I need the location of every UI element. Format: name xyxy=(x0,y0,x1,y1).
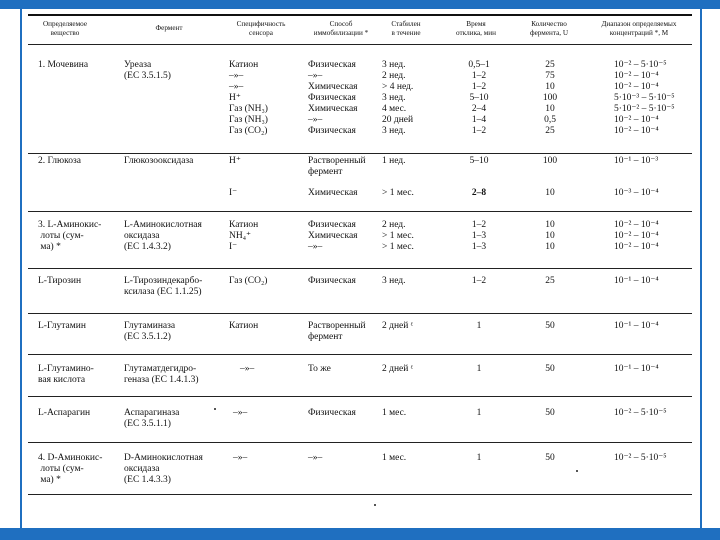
row-l-glutamine-stability: 2 дней ᵋ xyxy=(382,321,414,331)
row-divider xyxy=(28,211,692,212)
row-divider xyxy=(28,396,692,397)
row-glucose-immobilization: Растворенный фермент xyxy=(308,156,366,177)
row-glucose2-immobilization: Химическая xyxy=(308,188,358,198)
row-l-glutamic-acid-immobilization: То же xyxy=(308,364,331,374)
table-top-rule xyxy=(28,14,692,16)
scan-speck xyxy=(374,504,376,506)
scanned-table xyxy=(28,10,692,524)
row-d-amino-acids-enzyme-amount: 50 xyxy=(545,453,555,463)
row-l-asparagine-immobilization: Физическая xyxy=(308,408,356,418)
row-l-asparagine-specificity: –»– xyxy=(233,408,248,418)
left-frame-line xyxy=(20,9,22,528)
row-l-asparagine-enzyme: Аспарагиназа (ЕС 3.5.1.1) xyxy=(124,408,180,429)
bottom-frame-bar xyxy=(0,528,720,540)
row-urea-immobilization: Физическая –»– Химическая Физическая Химическая –»– Физическая xyxy=(308,60,358,136)
scan-speck xyxy=(214,408,216,410)
row-l-glutamine-response-time: 1 xyxy=(476,321,482,331)
row-l-glutamine-enzyme-amount: 50 xyxy=(545,321,555,331)
row-glucose2-response-time: 2–8 xyxy=(471,188,487,198)
row-glucose-enzyme-amount: 100 xyxy=(542,156,558,166)
row-l-amino-acids-range: 10⁻² – 10⁻⁴ 10⁻² – 10⁻⁴ 10⁻² – 10⁻⁴ xyxy=(614,220,659,252)
row-l-amino-acids-stability: 2 нед. > 1 мес. > 1 мес. xyxy=(382,220,414,252)
row-l-glutamic-acid-enzyme: Глутаматдегидро- геназа (ЕС 1.4.1.3) xyxy=(124,364,199,385)
row-glucose2-stability: > 1 мес. xyxy=(382,188,414,198)
header-concentration-range: Диапазон определяемых концентраций *, М xyxy=(601,20,677,37)
row-l-glutamic-acid-enzyme-amount: 50 xyxy=(545,364,555,374)
row-l-glutamine-immobilization: Растворенный фермент xyxy=(308,321,366,342)
row-glucose-range: 10⁻¹ – 10⁻³ xyxy=(614,156,659,166)
row-l-tyrosine-specificity: Газ (CO₂) xyxy=(229,276,268,286)
row-l-amino-acids-immobilization: Физическая Химическая –»– xyxy=(308,220,358,252)
row-divider xyxy=(28,313,692,314)
row-l-glutamine-enzyme: Глутаминаза (ЕС 3.5.1.2) xyxy=(124,321,176,342)
row-glucose-response-time: 5–10 xyxy=(469,156,489,166)
row-glucose-specificity: H⁺ xyxy=(229,156,241,166)
row-urea-range: 10⁻² – 5·10⁻⁵ 10⁻² – 10⁻⁴ 10⁻² – 10⁻⁴ 5·10⁻³ – 5·10⁻⁵ 5·10⁻² – 5·10⁻⁵ 10⁻² – 10⁻⁴ 10⁻² – 10⁻⁴ xyxy=(614,60,675,136)
row-l-amino-acids-substance: 3. L-Аминокис- лоты (сум- ма) * xyxy=(38,220,102,252)
row-l-amino-acids-enzyme: L-Аминокислотная оксидаза (ЕС 1.4.3.2) xyxy=(124,220,202,252)
row-l-tyrosine-range: 10⁻¹ – 10⁻⁴ xyxy=(614,276,659,286)
row-l-asparagine-stability: 1 мес. xyxy=(382,408,407,418)
row-l-asparagine-substance: L-Аспарагин xyxy=(38,408,91,418)
row-l-glutamic-acid-response-time: 1 xyxy=(476,364,482,374)
header-response-time: Время отклика, мин xyxy=(456,20,496,37)
row-l-amino-acids-enzyme-amount: 10 10 10 xyxy=(545,220,555,252)
row-l-asparagine-enzyme-amount: 50 xyxy=(545,408,555,418)
row-glucose2-specificity: I⁻ xyxy=(229,188,238,198)
header-substance: Определяемое вещество xyxy=(42,20,88,37)
row-l-glutamic-acid-specificity: –»– xyxy=(240,364,255,374)
scan-speck xyxy=(576,470,578,472)
row-l-amino-acids-response-time: 1–2 1–3 1–3 xyxy=(471,220,487,252)
right-frame-line xyxy=(700,9,702,528)
row-glucose-stability: 1 нед. xyxy=(382,156,406,166)
row-l-tyrosine-enzyme-amount: 25 xyxy=(545,276,555,286)
row-d-amino-acids-range: 10⁻² – 5·10⁻⁵ xyxy=(614,453,667,463)
row-glucose2-range: 10⁻³ – 10⁻⁴ xyxy=(614,188,659,198)
row-d-amino-acids-specificity: –»– xyxy=(233,453,248,463)
row-l-amino-acids-specificity: Катион NH₄⁺ I⁻ xyxy=(229,220,259,252)
row-l-glutamic-acid-stability: 2 дней ᵋ xyxy=(382,364,414,374)
row-glucose-substance: 2. Глюкоза xyxy=(38,156,81,166)
row-l-tyrosine-enzyme: L-Тирозиндекарбо- ксилаза (ЕС 1.1.25) xyxy=(124,276,203,297)
row-l-glutamine-range: 10⁻¹ – 10⁻⁴ xyxy=(614,321,659,331)
row-urea-stability: 3 нед. 2 нед. > 4 нед. 3 нед. 4 мес. 20 дней 3 нед. xyxy=(382,60,414,136)
row-glucose-enzyme: Глюкозооксидаза xyxy=(124,156,194,166)
table-bottom-rule xyxy=(28,494,692,495)
header-bottom-rule xyxy=(28,44,692,45)
row-urea-specificity: Катион –»– –»– H⁺ Газ (NH₃) Газ (NH₃) Газ (CO₂) xyxy=(229,60,268,136)
header-enzyme-amount: Количество фермента, U xyxy=(529,20,569,37)
top-frame-bar xyxy=(0,0,720,9)
row-divider xyxy=(28,153,692,154)
row-l-tyrosine-stability: 3 нед. xyxy=(382,276,406,286)
row-l-asparagine-range: 10⁻² – 5·10⁻⁵ xyxy=(614,408,667,418)
row-l-tyrosine-response-time: 1–2 xyxy=(471,276,487,286)
row-l-tyrosine-substance: L-Тирозин xyxy=(38,276,82,286)
row-l-glutamine-specificity: Катион xyxy=(229,321,259,331)
row-l-glutamine-substance: L-Глутамин xyxy=(38,321,86,331)
row-divider xyxy=(28,442,692,443)
row-urea-enzyme: Уреаза (ЕС 3.5.1.5) xyxy=(124,60,171,81)
row-d-amino-acids-substance: 4. D-Аминокис- лоты (сум- ма) * xyxy=(38,453,103,485)
header-enzyme: Фермент xyxy=(155,24,183,32)
row-l-glutamic-acid-substance: L-Глутамино- вая кислота xyxy=(38,364,94,385)
row-l-glutamic-acid-range: 10⁻¹ – 10⁻⁴ xyxy=(614,364,659,374)
header-specificity: Специфичность сенсора xyxy=(236,20,286,37)
row-l-tyrosine-immobilization: Физическая xyxy=(308,276,356,286)
header-stability: Стабилен в течение xyxy=(391,20,421,37)
row-divider xyxy=(28,268,692,269)
row-urea-response-time: 0,5–1 1–2 1–2 5–10 2–4 1–4 1–2 xyxy=(468,60,490,136)
row-d-amino-acids-stability: 1 мес. xyxy=(382,453,407,463)
row-urea-enzyme-amount: 25 75 10 100 10 0,5 25 xyxy=(542,60,558,136)
row-glucose2-enzyme-amount: 10 xyxy=(545,188,555,198)
row-divider xyxy=(28,354,692,355)
row-urea-substance: 1. Мочевина xyxy=(38,60,89,70)
row-d-amino-acids-response-time: 1 xyxy=(476,453,482,463)
row-l-asparagine-response-time: 1 xyxy=(476,408,482,418)
row-d-amino-acids-immobilization: –»– xyxy=(308,453,323,463)
header-immobilization: Способ иммобилизации * xyxy=(313,20,369,37)
row-d-amino-acids-enzyme: D-Аминокислотная оксидаза (ЕС 1.4.3.3) xyxy=(124,453,203,485)
